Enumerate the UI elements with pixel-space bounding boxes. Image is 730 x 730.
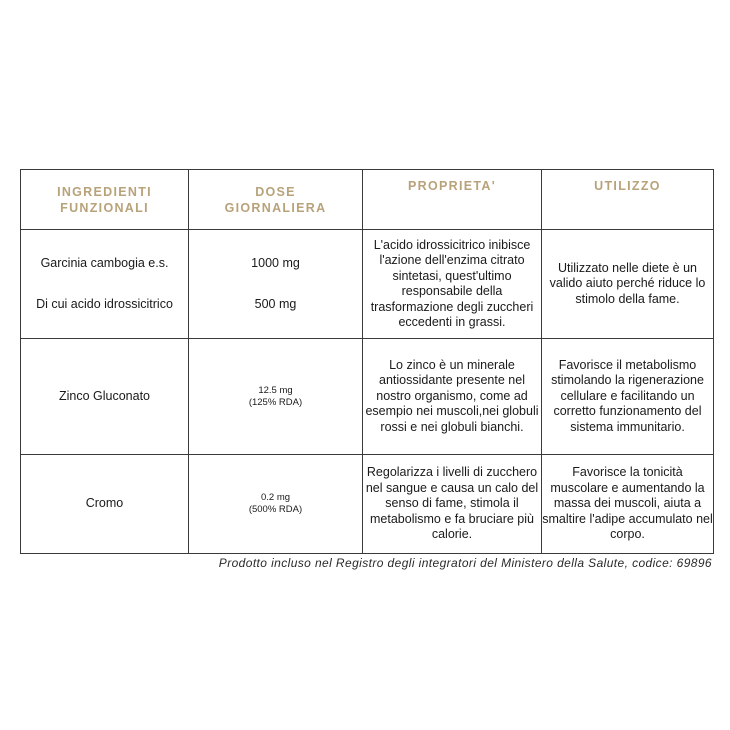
usage-cell: Favorisce la tonicità muscolare e aumentando la massa dei muscoli, aiuta a smaltire l'adipe accumulato nel corpo.: [542, 455, 714, 554]
table-row: [21, 339, 714, 455]
dose-value: 1000 mg: [251, 255, 300, 270]
dose-value: 500 mg: [254, 297, 297, 311]
header-proprieta: PROPRIETA': [363, 170, 542, 230]
table-row: [21, 230, 714, 339]
usage-cell: Utilizzato nelle diete è un valido aiuto perché riduce lo stimolo della fame.: [542, 230, 714, 339]
usage-cell: Favorisce il metabolismo stimolando la rigenerazione cellulare e facilitando un corretto funzionamento del sistema immunitario.: [542, 339, 714, 455]
header-utilizzo: UTILIZZO: [542, 170, 714, 230]
dose-cell: [189, 230, 363, 339]
header-dose: DOSE GIORNALIERA: [189, 170, 363, 230]
registry-footnote: Prodotto incluso nel Registro degli integratori del Ministero della Salute, codice: 69896: [218, 556, 712, 570]
property-cell: Lo zinco è un minerale antiossidante presente nel nostro organismo, come ad esempio nei muscoli,nei globuli rossi e nei globuli bianchi.: [363, 339, 542, 455]
ingredient-name: Di cui acido idrossicitrico: [36, 297, 173, 311]
ingredient-name: Garcinia cambogia e.s.: [40, 255, 169, 270]
dose-rda: (500% RDA): [248, 504, 303, 515]
dose-value: 12.5 mg: [258, 384, 293, 396]
dose-cell: [189, 339, 363, 455]
ingredient-cell: [21, 230, 189, 339]
table-row: [21, 455, 714, 554]
dose-value: 0.2 mg: [260, 492, 291, 503]
ingredients-table: [20, 169, 714, 554]
property-cell: Regolarizza i livelli di zucchero nel sangue e causa un calo del senso di fame, stimola il metabolismo e fa bruciare più calorie.: [363, 455, 542, 554]
ingredient-cell: Zinco Gluconato: [21, 339, 189, 455]
dose-cell: [189, 455, 363, 554]
ingredient-cell: Cromo: [21, 455, 189, 554]
property-cell: L'acido idrossicitrico inibisce l'azione dell'enzima citrato sintetasi, quest'ultimo responsabile della trasformazione degli zuccheri eccedenti in grassi.: [363, 230, 542, 339]
table-header-row: [21, 170, 714, 230]
dose-rda: (125% RDA): [248, 396, 303, 408]
header-ingredienti: INGREDIENTI FUNZIONALI: [21, 170, 189, 230]
